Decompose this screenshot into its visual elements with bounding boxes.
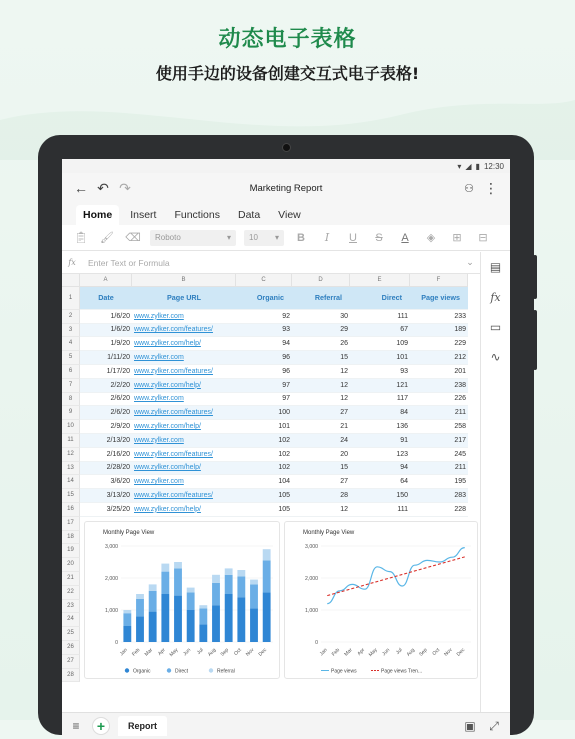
row-header[interactable]: 27 [62, 655, 80, 669]
bold-icon[interactable]: B [297, 231, 305, 244]
table-cell[interactable]: 238 [410, 379, 468, 393]
fx-label: fx [68, 258, 76, 267]
bar-segment-referral [225, 568, 233, 574]
column-title[interactable]: Date [80, 287, 132, 310]
table-cell[interactable]: 189 [410, 324, 468, 338]
x-tick-label: Feb [330, 646, 342, 658]
y-tick-label: 0 [315, 639, 318, 646]
x-tick-label: Nov [443, 646, 454, 658]
table-cell[interactable]: 24 [292, 434, 350, 448]
url-link-cell[interactable]: www.zylker.com [132, 310, 236, 324]
borders-icon[interactable]: ⊞ [452, 232, 462, 244]
row-header[interactable]: 25 [62, 627, 80, 641]
table-cell[interactable]: 105 [236, 489, 292, 503]
legend-label: Referral [217, 668, 235, 675]
x-tick-label: Jun [182, 646, 193, 657]
x-tick-label: Sep [418, 646, 429, 658]
x-tick-label: Apr [157, 646, 167, 657]
chart-svg [285, 522, 479, 680]
column-title[interactable]: Page views [410, 287, 468, 310]
redo-icon[interactable]: ↷ [119, 179, 131, 196]
bar-segment-referral [187, 587, 195, 592]
bar-segment-direct [250, 584, 258, 608]
formula-bar [62, 252, 480, 274]
table-cell[interactable]: 29 [292, 324, 350, 338]
bar-segment-organic [174, 595, 182, 641]
cell-properties-icon[interactable]: ▤ [489, 260, 502, 274]
table-cell[interactable]: 93 [350, 365, 410, 379]
row-header[interactable]: 12 [62, 448, 80, 462]
font-family-value: Roboto [155, 233, 181, 242]
bar-segment-referral [237, 570, 245, 576]
bar-segment-organic [263, 592, 271, 642]
bar-segment-referral [250, 579, 258, 584]
table-cell[interactable]: 111 [350, 503, 410, 517]
bar-segment-direct [263, 560, 271, 592]
paste-icon[interactable]: 📋︎ [74, 232, 88, 244]
table-cell[interactable]: 3/25/20 [80, 503, 132, 517]
bar-segment-organic [161, 594, 169, 642]
format-toolbar [62, 225, 510, 251]
tablet-frame [38, 135, 534, 735]
table-cell[interactable]: 1/6/20 [80, 324, 132, 338]
bar-segment-direct [174, 568, 182, 595]
table-cell[interactable]: 123 [350, 448, 410, 462]
select-all-corner[interactable] [62, 274, 80, 287]
ribbon-tabs [62, 203, 510, 225]
format-painter-icon[interactable]: 🖌︎ [100, 232, 114, 244]
trend-line [327, 557, 465, 596]
row-header[interactable]: 17 [62, 517, 80, 531]
tab-view[interactable]: View [278, 209, 301, 221]
bar-segment-organic [123, 626, 131, 642]
table-cell[interactable]: 217 [410, 434, 468, 448]
bar-segment-direct [136, 599, 144, 617]
column-title[interactable]: Page URL [132, 287, 236, 310]
y-tick-label: 2,000 [105, 575, 118, 582]
table-cell[interactable]: 91 [350, 434, 410, 448]
bar-segment-direct [161, 571, 169, 593]
table-cell[interactable]: 105 [236, 503, 292, 517]
clear-format-icon[interactable]: ⌫ [125, 232, 141, 244]
table-cell[interactable]: 28 [292, 489, 350, 503]
bottom-bar [62, 712, 510, 739]
row-header[interactable]: 26 [62, 641, 80, 655]
table-cell[interactable]: 245 [410, 448, 468, 462]
legend-label: Organic [133, 668, 151, 675]
bar-segment-referral [174, 562, 182, 568]
chevron-down-icon: ▾ [226, 233, 231, 242]
x-tick-label: Jul [195, 646, 205, 656]
x-tick-label: Jun [381, 646, 392, 657]
power-button [533, 310, 537, 370]
column-header[interactable]: A [80, 274, 132, 287]
row-header[interactable]: 28 [62, 669, 80, 683]
x-tick-label: Jan [318, 646, 329, 657]
row-header[interactable]: 7 [62, 379, 80, 393]
bar-segment-referral [161, 563, 169, 571]
legend-label: Page views Tren... [381, 668, 423, 675]
table-cell[interactable]: 12 [292, 365, 350, 379]
bar-segment-referral [123, 610, 131, 613]
table-cell[interactable]: 2/13/20 [80, 434, 132, 448]
bar-segment-organic [136, 616, 144, 642]
table-cell[interactable]: 2/2/20 [80, 379, 132, 393]
legend-label: Page views [331, 668, 357, 675]
table-cell[interactable]: 226 [410, 393, 468, 407]
more-options-icon[interactable]: ⋮ [484, 179, 498, 196]
promo-title: 动态电子表格 [218, 27, 357, 52]
bar-segment-direct [225, 575, 233, 594]
bar-segment-direct [199, 608, 207, 624]
bar-segment-organic [250, 608, 258, 642]
table-cell[interactable]: 15 [292, 462, 350, 476]
chevron-down-icon: ▾ [274, 233, 279, 242]
series-line [327, 547, 465, 603]
font-family-select[interactable] [150, 230, 236, 246]
column-header[interactable]: B [132, 274, 236, 287]
table-cell[interactable]: 2/6/20 [80, 393, 132, 407]
row-header[interactable]: 14 [62, 475, 80, 489]
x-tick-label: Apr [356, 646, 367, 657]
table-cell[interactable]: 96 [236, 351, 292, 365]
add-sheet-button[interactable]: + [92, 717, 110, 735]
bar-segment-organic [225, 594, 233, 642]
column-title[interactable]: Direct [350, 287, 410, 310]
bar-segment-organic [149, 611, 157, 641]
sheet-tab-report[interactable]: Report [118, 716, 167, 736]
table-cell[interactable]: 97 [236, 393, 292, 407]
x-tick-label: Sep [219, 646, 231, 658]
table-cell[interactable]: 109 [350, 337, 410, 351]
bar-chart-box[interactable] [84, 521, 280, 679]
fit-screen-icon[interactable]: ▣ [464, 719, 476, 733]
camera-dot [282, 143, 291, 152]
undo-icon[interactable]: ↶ [97, 179, 109, 196]
y-tick-label: 0 [115, 639, 118, 646]
table-cell[interactable]: 84 [350, 406, 410, 420]
italic-icon[interactable]: I [324, 231, 330, 244]
bar-segment-direct [237, 576, 245, 597]
url-link-cell[interactable]: www.zylker.com/features/ [132, 324, 236, 338]
legend-label: Direct [175, 668, 189, 675]
wifi-icon: ▾ [457, 161, 462, 171]
table-cell[interactable]: 67 [350, 324, 410, 338]
url-link-cell[interactable]: www.zylker.com/help/ [132, 462, 236, 476]
fill-color-icon[interactable]: ◈ [426, 232, 436, 244]
x-tick-label: Jul [394, 646, 404, 656]
fullscreen-icon[interactable]: ⤢ [489, 718, 499, 733]
app-bar [62, 173, 510, 203]
bar-segment-referral [212, 575, 220, 583]
row-header[interactable]: 20 [62, 558, 80, 572]
tab-data[interactable]: Data [237, 209, 261, 221]
table-cell[interactable]: 1/9/20 [80, 337, 132, 351]
table-cell[interactable]: 12 [292, 393, 350, 407]
legend-swatch [167, 668, 171, 672]
chart-svg [85, 522, 281, 680]
formula-input[interactable]: Enter Text or Formula [88, 257, 170, 268]
column-title[interactable]: Referral [292, 287, 350, 310]
table-cell[interactable]: 3/13/20 [80, 489, 132, 503]
collaborators-icon[interactable]: ⚇ [464, 182, 474, 195]
row-header[interactable]: 19 [62, 544, 80, 558]
y-tick-label: 1,000 [305, 607, 318, 614]
table-cell[interactable]: 258 [410, 420, 468, 434]
table-cell[interactable]: 15 [292, 351, 350, 365]
line-chart-box[interactable] [284, 521, 478, 679]
row-header[interactable]: 16 [62, 503, 80, 517]
x-tick-label: Dec [257, 646, 269, 658]
y-tick-label: 3,000 [305, 543, 318, 550]
x-tick-label: May [367, 646, 379, 658]
url-link-cell[interactable]: www.zylker.com/features/ [132, 489, 236, 503]
row-header[interactable]: 6 [62, 365, 80, 379]
spreadsheet-grid[interactable] [62, 274, 480, 712]
url-link-cell[interactable]: www.zylker.com/help/ [132, 379, 236, 393]
bar-segment-organic [199, 624, 207, 642]
y-tick-label: 1,000 [105, 607, 118, 614]
document-title: Marketing Report [249, 182, 323, 194]
bar-segment-referral [199, 605, 207, 608]
table-cell[interactable]: 1/11/20 [80, 351, 132, 365]
bar-segment-referral [263, 549, 271, 560]
insights-icon[interactable]: ∿ [490, 350, 501, 364]
row-header[interactable]: 3 [62, 324, 80, 338]
url-link-cell[interactable]: www.zylker.com [132, 393, 236, 407]
column-header[interactable]: F [410, 274, 468, 287]
chevron-down-icon[interactable]: ⌄ [466, 257, 474, 267]
battery-icon: ▮ [475, 161, 480, 171]
status-bar [62, 159, 510, 173]
table-cell[interactable]: 27 [292, 406, 350, 420]
y-tick-label: 3,000 [105, 543, 118, 550]
table-cell[interactable]: 92 [236, 310, 292, 324]
table-cell[interactable]: 212 [410, 351, 468, 365]
row-header[interactable]: 10 [62, 420, 80, 434]
table-cell[interactable]: 104 [236, 475, 292, 489]
table-cell[interactable]: 136 [350, 420, 410, 434]
bar-segment-organic [187, 610, 195, 642]
x-tick-label: Mar [343, 646, 354, 658]
x-tick-label: Mar [143, 646, 155, 658]
column-header[interactable]: D [292, 274, 350, 287]
url-link-cell[interactable]: www.zylker.com/help/ [132, 337, 236, 351]
font-size-select[interactable] [244, 230, 284, 246]
back-arrow-icon[interactable]: ← [74, 180, 88, 196]
font-size-value: 10 [249, 233, 258, 242]
url-link-cell[interactable]: www.zylker.com/help/ [132, 503, 236, 517]
legend-swatch [125, 668, 129, 672]
underline-icon[interactable]: U [349, 231, 357, 244]
table-cell[interactable]: 201 [410, 365, 468, 379]
table-cell[interactable]: 2/28/20 [80, 462, 132, 476]
table-cell[interactable]: 121 [350, 379, 410, 393]
table-cell[interactable]: 12 [292, 503, 350, 517]
row-header[interactable]: 24 [62, 613, 80, 627]
tab-functions[interactable]: Functions [174, 209, 220, 221]
table-cell[interactable]: 2/9/20 [80, 420, 132, 434]
row-header[interactable]: 13 [62, 462, 80, 476]
table-cell[interactable]: 283 [410, 489, 468, 503]
table-cell[interactable]: 1/17/20 [80, 365, 132, 379]
table-cell[interactable]: 94 [350, 462, 410, 476]
functions-icon[interactable]: fx [490, 290, 501, 304]
table-cell[interactable]: 27 [292, 475, 350, 489]
url-link-cell[interactable]: www.zylker.com [132, 434, 236, 448]
bar-segment-direct [212, 583, 220, 605]
row-header[interactable]: 21 [62, 572, 80, 586]
x-tick-label: Dec [455, 646, 467, 658]
row-header[interactable]: 15 [62, 489, 80, 503]
x-tick-label: Feb [131, 646, 142, 658]
x-tick-label: Oct [431, 646, 442, 657]
chart-title: Monthly Page View [303, 529, 355, 536]
sheets-menu-icon[interactable]: ≡ [72, 719, 80, 733]
app-screen [62, 159, 510, 739]
url-link-cell[interactable]: www.zylker.com/features/ [132, 448, 236, 462]
table-cell[interactable]: 64 [350, 475, 410, 489]
table-cell[interactable]: 233 [410, 310, 468, 324]
volume-button [533, 255, 537, 299]
table-cell[interactable]: 2/6/20 [80, 406, 132, 420]
tab-insert[interactable]: Insert [130, 209, 157, 221]
legend-swatch [209, 668, 213, 672]
table-cell[interactable]: 3/6/20 [80, 475, 132, 489]
url-link-cell[interactable]: www.zylker.com/features/ [132, 365, 236, 379]
x-tick-label: Nov [244, 646, 256, 658]
table-cell[interactable]: 211 [410, 406, 468, 420]
row-header[interactable]: 9 [62, 406, 80, 420]
table-cell[interactable]: 100 [236, 406, 292, 420]
row-header[interactable]: 11 [62, 434, 80, 448]
table-cell[interactable]: 102 [236, 434, 292, 448]
table-cell[interactable]: 21 [292, 420, 350, 434]
table-cell[interactable]: 228 [410, 503, 468, 517]
table-cell[interactable]: 229 [410, 337, 468, 351]
row-header[interactable]: 22 [62, 586, 80, 600]
table-cell[interactable]: 2/16/20 [80, 448, 132, 462]
column-header[interactable]: C [236, 274, 292, 287]
bar-segment-direct [187, 592, 195, 610]
row-header[interactable]: 18 [62, 531, 80, 545]
row-header[interactable]: 8 [62, 393, 80, 407]
table-cell[interactable]: 20 [292, 448, 350, 462]
y-tick-label: 2,000 [305, 575, 318, 582]
chart-title: Monthly Page View [103, 529, 155, 536]
table-cell[interactable]: 101 [236, 420, 292, 434]
bar-segment-direct [149, 591, 157, 612]
bar-segment-organic [237, 597, 245, 642]
row-header[interactable]: 1 [62, 287, 80, 310]
x-tick-label: Oct [233, 646, 243, 657]
side-panel [480, 252, 510, 712]
column-header[interactable]: E [350, 274, 410, 287]
row-header[interactable]: 2 [62, 310, 80, 324]
table-cell[interactable]: 26 [292, 337, 350, 351]
table-cell[interactable]: 93 [236, 324, 292, 338]
table-cell[interactable]: 12 [292, 379, 350, 393]
tab-home[interactable]: Home [76, 205, 119, 225]
table-cell[interactable]: 102 [236, 448, 292, 462]
url-link-cell[interactable]: www.zylker.com [132, 351, 236, 365]
table-cell[interactable]: 111 [350, 310, 410, 324]
x-tick-label: May [168, 646, 180, 658]
table-cell[interactable]: 101 [350, 351, 410, 365]
table-cell[interactable]: 30 [292, 310, 350, 324]
font-color-icon[interactable]: A [401, 231, 409, 244]
bar-segment-organic [212, 605, 220, 642]
table-cell[interactable]: 102 [236, 462, 292, 476]
row-header[interactable]: 4 [62, 337, 80, 351]
comments-icon[interactable]: ▭ [489, 320, 502, 334]
row-header[interactable]: 23 [62, 600, 80, 614]
bar-segment-direct [123, 613, 131, 626]
table-cell[interactable]: 94 [236, 337, 292, 351]
x-tick-label: Aug [405, 646, 417, 658]
bar-segment-referral [149, 584, 157, 590]
table-cell[interactable]: 117 [350, 393, 410, 407]
table-cell[interactable]: 96 [236, 365, 292, 379]
x-tick-label: Aug [206, 646, 218, 658]
table-cell[interactable]: 195 [410, 475, 468, 489]
url-link-cell[interactable]: www.zylker.com [132, 475, 236, 489]
url-link-cell[interactable]: www.zylker.com/features/ [132, 406, 236, 420]
merge-cells-icon[interactable]: ⊟ [478, 232, 488, 244]
promo-subtitle: 使用手边的设备创建交互式电子表格! [155, 64, 420, 83]
status-time: 12:30 [483, 161, 504, 171]
strikethrough-icon[interactable]: S [375, 231, 383, 244]
table-cell[interactable]: 1/6/20 [80, 310, 132, 324]
column-title[interactable]: Organic [236, 287, 292, 310]
signal-icon: ◢ [465, 161, 472, 171]
row-header[interactable]: 5 [62, 351, 80, 365]
table-cell[interactable]: 211 [410, 462, 468, 476]
table-cell[interactable]: 150 [350, 489, 410, 503]
bar-segment-referral [136, 594, 144, 599]
table-cell[interactable]: 97 [236, 379, 292, 393]
url-link-cell[interactable]: www.zylker.com/help/ [132, 420, 236, 434]
x-tick-label: Jan [118, 646, 129, 657]
